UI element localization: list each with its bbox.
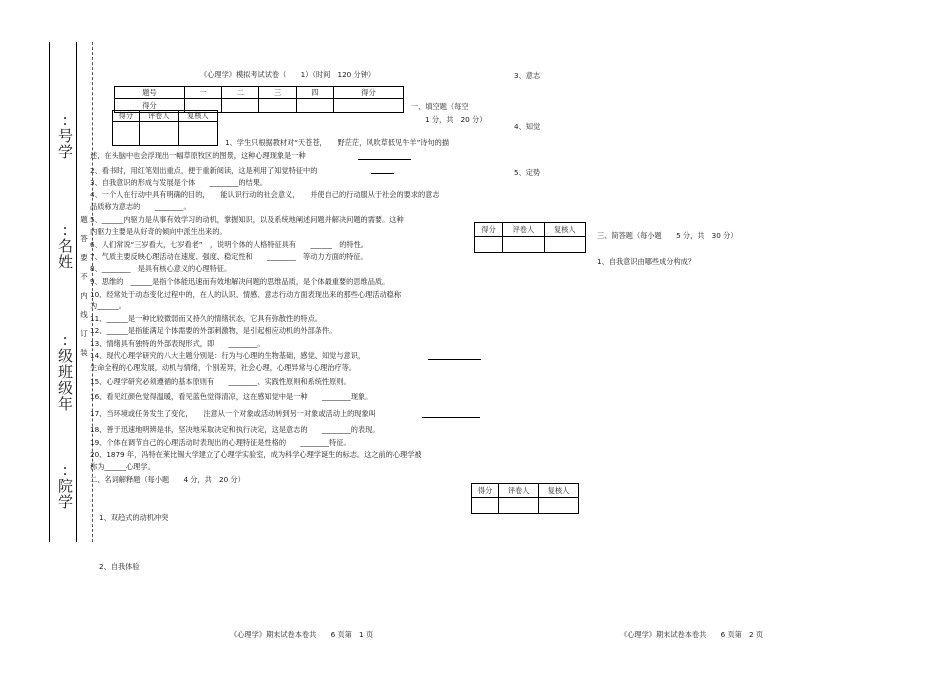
section3-title: 三、简答题（每小题 5 分，共 30 分） — [597, 231, 738, 240]
student-name-label: :名姓 — [58, 221, 74, 271]
answer-blank[interactable] — [371, 173, 394, 174]
question-line: 10、经常处于动态变化过程中的，在人的认识、情感、意志行动方面表现出来的那些心理活动稳称 — [90, 290, 402, 299]
answer-blank[interactable] — [358, 159, 411, 160]
term-item: 4、知觉 — [514, 122, 541, 131]
student-id-label: :号学 — [58, 111, 74, 161]
college-label: :院学 — [58, 461, 74, 511]
answer-blank[interactable] — [422, 417, 480, 418]
section2-title: 二、名词解释题（每小题 4 分，共 20 分） — [90, 475, 245, 484]
section1-title-line2: 1 分，共 20 分） — [425, 115, 487, 124]
answer-blank[interactable] — [428, 359, 481, 360]
question-line: 称为______心理学。 — [90, 462, 155, 471]
question-line: 14、现代心理学研究的八大主题分别是：行为与心理的生物基础，感觉、知觉与意识， — [90, 351, 366, 360]
exam-title: 《心理学》模拟考试试卷（ 1）（时间 120 分钟） — [200, 70, 376, 79]
term-item: 2、自我体验 — [99, 562, 140, 571]
seal-line-text: 题 答 要 不 内 线 订 装 — [80, 215, 88, 357]
question-line: 生命全程的心理发展，动机与情绪，个别差异，社会心理，心理异常与心理治疗等。 — [90, 363, 356, 372]
question-line: 内驱力主要是从好奇的倾向中派生出来的。 — [90, 227, 227, 236]
question-line: 5、______内驱力是从事有效学习的动机，掌握知识，以及系统地阐述问题并解决问题的需要。这种 — [90, 215, 404, 224]
question-line: 品质称为意志的 ________。 — [90, 202, 191, 211]
class-grade-label: :级班级年 — [58, 331, 74, 413]
grader-table-section2: 得分 评卷人 复核人 — [471, 483, 579, 514]
question-line: 16、看见红颜色觉得温暖，看见蓝色觉得清凉，这在感知觉中是一种 ________现象。 — [90, 392, 373, 401]
question-line: 9、思维的 ______是指个体能迅速而有效地解决问题的思维品质，是个体最重要的思维品质。 — [90, 277, 390, 286]
term-item: 1、双趋式的动机冲突 — [99, 513, 169, 522]
question-line: 17、当环境或任务发生了变化， 注意从一个对象或活动转到另一对象或活动上的现象叫 — [90, 409, 376, 418]
question-line: 15、心理学研究必须遵循的基本原则有 ________、实践性原则和系统性原则。 — [90, 377, 351, 386]
footer-page1: 《心理学》期末试卷本卷共 6 页第 1 页 — [230, 630, 374, 639]
margin-line-outer — [49, 42, 50, 542]
question-line: 19、个体在调节自己的心理活动时表现出的心理特征是性格的 ________特征。 — [90, 438, 351, 447]
question-line: 7、气质主要反映心理活动在速度、强度、稳定性和 ________ 等动力方面的特征。 — [90, 252, 368, 261]
grader-table-section3: 得分 评卷人 复核人 — [474, 222, 586, 253]
question-line: 20、1879 年，冯特在莱比锡大学建立了心理学实验室，成为科学心理学诞生的标志。这之前的心理学被 — [90, 450, 422, 459]
question-line: 8、________ 是具有核心意义的心理特征。 — [90, 264, 232, 273]
question-line: 13、情绪具有独特的外部表现形式，即 ________。 — [90, 339, 265, 348]
question-line: 18、善于迅速地明辨是非，坚决地采取决定和执行决定，这是意志的 ________的表现。 — [90, 425, 380, 434]
term-item: 3、意志 — [514, 71, 541, 80]
grader-table-section1: 得分 评卷人 复核人 — [112, 110, 218, 146]
term-item: 5、定势 — [514, 168, 541, 177]
question-line: 4、一个人在行动中具有明确的目的， 能认识行动的社会意义， 并使自己的行动服从于社会的要求的意志 — [90, 190, 440, 199]
margin-line-inner — [76, 42, 77, 542]
question-line: 11、______是一种比较微弱而又持久的情绪状态，它具有弥散性的特点。 — [90, 314, 322, 323]
section1-title-line1: 一、填空题（每空 — [411, 102, 469, 111]
question-line: 12、______是指能满足个体需要的外部刺激物，是引起相应动机的外部条件。 — [90, 326, 337, 335]
question-line: 1、学生只根据教材对“天苍苍， 野茫茫，风吹草低见牛羊”诗句的描 — [225, 138, 450, 147]
footer-page2: 《心理学》期末试卷本卷共 6 页第 2 页 — [620, 630, 764, 639]
short-answer-item: 1、自我意识由哪些成分构成？ — [597, 257, 696, 266]
question-line: 6、人们常说“三岁看大，七岁看老” ，说明个体的人格特征具有 ______ 的特性。 — [90, 240, 368, 249]
score-summary-table: 题号 一 二 三 四 得分 得分 — [114, 86, 404, 113]
question-line: 为______。 — [90, 301, 126, 310]
question-line: 述，在头脑中也会浮现出一幅草原牧区的图景，这种心理现象是一种 — [90, 151, 306, 160]
question-line: 2、看书时，用红笔划出重点，便于重新阅读，这是利用了知觉特征中的 — [90, 166, 318, 175]
question-line: 3、自我意识的形成与发展是个体 ________的结果。 — [90, 178, 268, 187]
